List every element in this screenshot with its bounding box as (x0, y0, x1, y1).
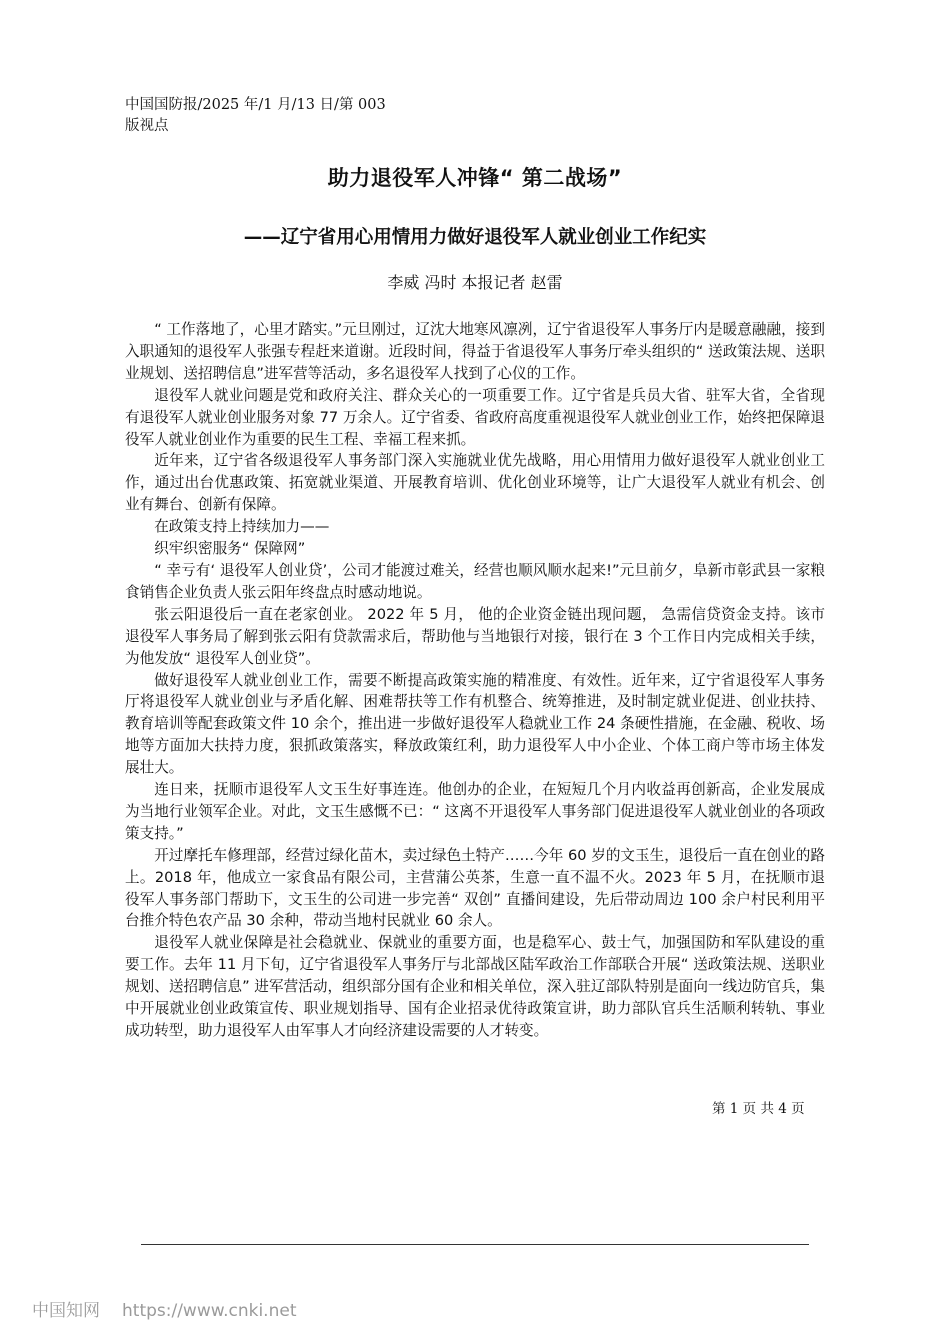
paragraph: 近年来，辽宁省各级退役军人事务部门深入实施就业优先战略，用心用情用力做好退役军人就业创业工作，通过出台优惠政策、拓宽就业渠道、开展教育培训、优化创业环境等，让广大退役军人就业有机会、创业有舞台、创新有保障。 (125, 452, 825, 514)
article-body (125, 319, 825, 1042)
publication-info (125, 95, 386, 137)
paragraph: 张云阳退役后一直在老家创业。 2022 年 5 月， 他的企业资金链出现问题， 急需信贷资金支持。该市退役军人事务局了解到张云阳有贷款需求后，帮助他与当地银行对接，银行在 3 个工作日内完成相关手续，为他发放“ 退役军人创业贷”。 (125, 605, 825, 667)
paragraph: 退役军人就业保障是社会稳就业、保就业的重要方面，也是稳军心、鼓士气，加强国防和军队建设的重要工作。去年 11 月下旬，辽宁省退役军人事务厅与北部战区陆军政治工作部联合开展“ 送政策法规、送职业规划、送招聘信息” 进军营活动，组织部分国有企业和相关单位，深入驻辽部队特别是面向一线边防官兵，集中开展就业创业政策宣传、职业规划指导、国有企业招录优待政策宣讲，助力部队官兵生活顺利转轨、事业成功转型，助力退役军人由军事人才向经济建设需要的人才转变。 (125, 934, 825, 1039)
paragraph: 做好退役军人就业创业工作，需要不断提高政策实施的精准度、有效性。近年来，辽宁省退役军人事务厅将退役军人就业创业与矛盾化解、困难帮扶等工作有机整合、统筹推进，及时制定就业促进、创业扶持、教育培训等配套政策文件 10 余个，推出进一步做好退役军人稳就业工作 24 条硬性措施，在金融、税收、场地等方面加大扶持力度，狠抓政策落实，释放政策红利，助力退役军人中小企业、个体工商户等市场主体发展壮大。 (125, 671, 825, 777)
cnki-brand: 中国知网 (32, 1301, 100, 1321)
section-label: 版视点 (125, 118, 169, 134)
source-line: 中国国防报/2025 年/1 月/13 日/第 003 (125, 97, 386, 113)
paragraph: 退役军人就业问题是党和政府关注、群众关心的一项重要工作。辽宁省是兵员大省、驻军大省，全省现有退役军人就业创业服务对象 77 万余人。辽宁省委、省政府高度重视退役军人就业创业工作，始终把保障退役军人就业创业作为重要的民生工程、幸福工程来抓。 (125, 386, 825, 448)
paragraph: “ 幸亏有‘ 退役军人创业贷’，公司才能渡过难关，经营也顺风顺水起来!”元旦前夕，阜新市彰武县一家粮食销售企业负责人张云阳年终盘点时感动地说。 (125, 561, 825, 601)
article-authors: 李威 冯时 本报记者 赵雷 (387, 273, 563, 292)
watermark-footer (32, 1296, 296, 1321)
section-heading: 织牢织密服务“ 保障网” (154, 540, 306, 558)
footer-divider (141, 1244, 809, 1245)
article-title: 助力退役军人冲锋“ 第二战场” (327, 166, 623, 190)
page-number: 第 1 页 共 4 页 (712, 1101, 805, 1117)
paragraph: 开过摩托车修理部，经营过绿化苗木，卖过绿色土特产……今年 60 岁的文玉生，退役后一直在创业的路上。2018 年，他成立一家食品有限公司，主营蒲公英茶，生意一直不温不火。2023 年 5 月，在抚顺市退役军人事务部门帮助下，文玉生的公司进一步完善“ 双创” 直播间建设，先后带动周边 100 余户村民利用平台推介特色农产品 30 余种，带动当地村民就业 60 余人。 (125, 846, 825, 930)
section-heading: 在政策支持上持续加力—— (154, 518, 330, 536)
cnki-url: https://www.cnki.net (122, 1301, 297, 1321)
paragraph: 连日来，抚顺市退役军人文玉生好事连连。他创办的企业，在短短几个月内收益再创新高，企业发展成为当地行业领军企业。对此，文玉生感慨不已：“ 这离不开退役军人事务部门促进退役军人就业创业的各项政策支持。” (125, 781, 825, 842)
article-subtitle: ——辽宁省用心用情用力做好退役军人就业创业工作纪实 (243, 227, 707, 248)
paragraph: “ 工作落地了，心里才踏实。”元旦刚过，辽沈大地寒风凛冽，辽宁省退役军人事务厅内是暖意融融，接到入职通知的退役军人张强专程赶来道谢。近段时间，得益于省退役军人事务厅牵头组织的“ 送政策法规、送职业规划、送招聘信息”进军营等活动，多名退役军人找到了心仪的工作。 (125, 321, 825, 382)
